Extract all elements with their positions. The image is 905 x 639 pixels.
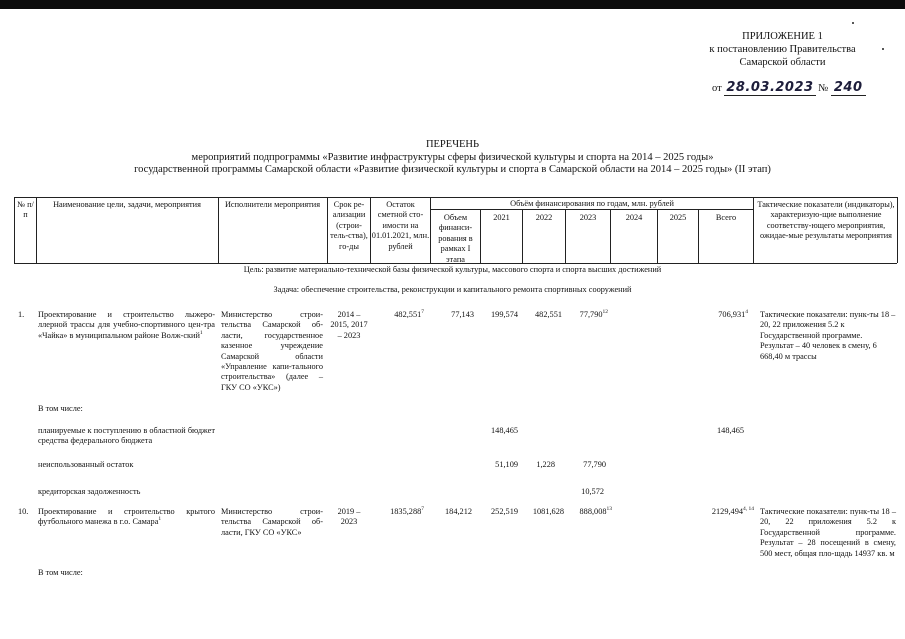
row-executors: Министерство строи-тельства Самарской об-ласти, ГКУ СО «УКС» <box>221 507 323 537</box>
included-label: В том числе: <box>38 568 83 577</box>
subrow-total: 148,465 <box>717 426 744 435</box>
header-col-name: Наименование цели, задачи, мероприятия <box>53 200 201 209</box>
header-col-num: № п/п <box>17 200 34 220</box>
row-name: Проектирование и строительство лыжеро-ллерной трассы для учебно-спортивного цен-тра «Чайка» в муниципальном районе Волж-ский$^1$ <box>38 310 215 340</box>
goal-line: Цель: развитие материально-технической базы физической культуры, массового спорта и спорта высших достижений <box>243 265 662 274</box>
number-label: № <box>818 83 829 94</box>
row-term: 2019 – 2023 <box>337 507 361 527</box>
annex-date-line <box>712 80 866 96</box>
header-col-2022: 2022 <box>535 213 553 222</box>
doc-subtitle-2: государственной программы Самарской области «Развитие физической культуры и спорта в Самарской области на 2014 – 2025 годы» (II этап) <box>134 164 771 175</box>
task-line: Задача: обеспечение строительства, реконструкции и капитального ремонта спортивных сооружений <box>273 285 632 294</box>
row-indicators: Тактические показатели: пунк-ты 18 – 20, 22 приложения 5.2 к Государственной программе. Результат – 28 посещений в смену, 500 мест, общая пло-щадь 14937 кв. м <box>760 507 896 558</box>
header-col-funding-group: Объём финансирования по годам, млн. рублей <box>510 199 674 208</box>
row-stage1: 184,212 <box>445 507 472 516</box>
scan-speck <box>882 48 884 50</box>
header-col-remaining-cost: Остаток сметной сто-имости на 01.01.2021, млн. рублей <box>371 200 430 251</box>
header-col-executors: Исполнители мероприятия <box>224 200 321 209</box>
header-col-2021: 2021 <box>493 213 510 222</box>
row-remaining-cost: 1835,288$^7$ <box>390 506 424 516</box>
subrow-name: кредиторская задолженность <box>38 487 141 496</box>
header-col-term: Срок ре-ализации (строи-тель-ства), го-ды <box>330 200 368 251</box>
row-indicators: Тактические показатели: пунк-ты 18 – 20, 22 приложения 5.2 к Государственной программе. Результат – 40 человек в смену, 6 668,40 м трассы <box>760 310 896 361</box>
annex-title: ПРИЛОЖЕНИЕ 1 <box>742 31 823 42</box>
row-name: Проектирование и строительство крытого футбольного манежа в г.о. Самара$^1$ <box>38 507 215 527</box>
header-col-stage1: Объем финанси-рования в рамках I этапа <box>438 213 473 264</box>
subrow-2021: 51,109 <box>495 460 518 469</box>
row-2022: 1081,628 <box>532 507 564 516</box>
header-col-2023: 2023 <box>579 213 597 222</box>
row-2023: 888,008$^{13}$ <box>579 506 612 516</box>
scan-speck <box>852 22 854 24</box>
subrow-2023: 77,790 <box>583 460 606 469</box>
annex-block <box>705 30 860 69</box>
row-number: 1. <box>18 310 25 319</box>
row-2021: 252,519 <box>491 507 518 516</box>
row-total: 706,931$^4$ <box>718 309 748 319</box>
row-2023: 77,790$^{12}$ <box>579 309 608 319</box>
annex-line-3: Самарской области <box>739 57 826 68</box>
date-handwritten: 28.03.2023 <box>726 80 814 95</box>
header-col-2024: 2024 <box>625 213 643 222</box>
scan-top-edge <box>0 0 905 9</box>
row-term: 2014 – 2015, 2017 – 2023 <box>330 310 368 340</box>
row-number: 10. <box>18 507 29 516</box>
subrow-2021: 148,465 <box>491 426 518 435</box>
subrow-2022: 1,228 <box>536 460 555 469</box>
subrow-name: планируемые к поступлению в областной бюджет средства федерального бюджета <box>38 426 215 446</box>
row-executors: Министерство строи-тельства Самарской об-ласти, государственное казенное учреждение Самарской области «Управление капи-тального строительства» (далее – ГКУ СО «УКС») <box>221 310 323 392</box>
row-total: 2129,494$^{4, 14}$ <box>711 506 754 516</box>
date-prefix: от <box>712 83 722 94</box>
row-2021: 199,574 <box>491 310 518 319</box>
doc-title: ПЕРЕЧЕНЬ <box>425 139 480 150</box>
row-stage1: 77,143 <box>451 310 474 319</box>
header-col-indicators: Тактические показатели (индикаторы), характеризую-щие выполнение соответству-ющего мероприятия, ожидае-мые результаты мероприятия <box>757 200 895 241</box>
annex-line-2: к постановлению Правительства <box>709 44 856 55</box>
doc-subtitle-1: мероприятий подпрограммы «Развитие инфраструктуры сферы физической культуры и спорта на 2014 – 2025 годы» <box>191 152 714 163</box>
header-col-total: Всего <box>715 213 737 222</box>
row-2022: 482,551 <box>535 310 562 319</box>
number-handwritten: 240 <box>831 80 866 96</box>
row-remaining-cost: 482,551$^7$ <box>394 309 424 319</box>
header-col-2025: 2025 <box>669 213 687 222</box>
included-label: В том числе: <box>38 404 83 413</box>
subrow-2023: 10,572 <box>581 487 604 496</box>
subrow-name: неиспользованный остаток <box>38 460 134 469</box>
